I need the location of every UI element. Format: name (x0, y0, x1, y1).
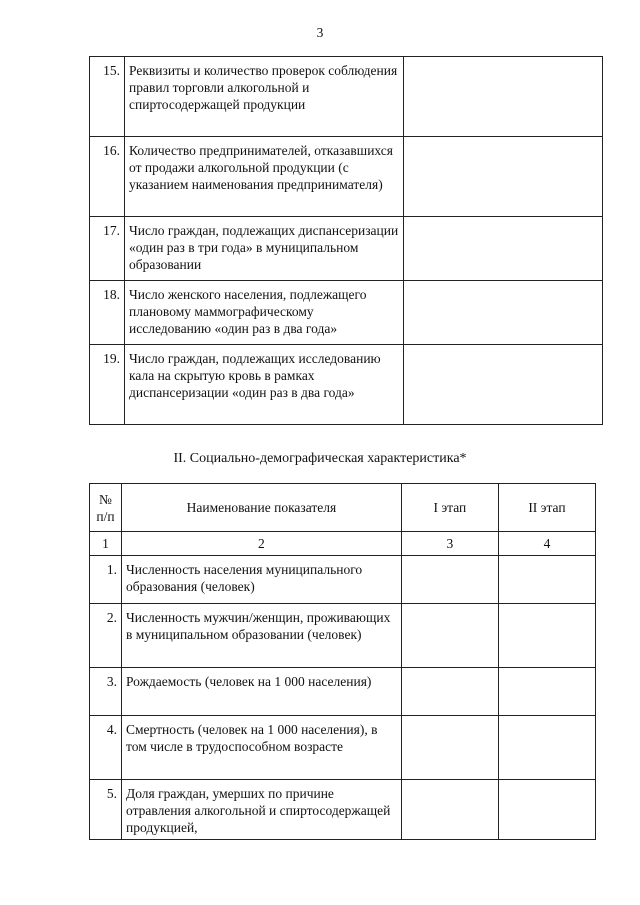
stage-2-value (498, 556, 595, 604)
column-index: 3 (401, 532, 498, 556)
table-row (90, 556, 596, 604)
header-stage-2: II этап (498, 484, 595, 532)
indicator-name: Число граждан, подлежащих исследованию кала на скрытую кровь в рамках диспансеризации «один раз в два года» (125, 345, 404, 425)
row-number: 17. (90, 217, 125, 281)
header-stage-1: I этап (401, 484, 498, 532)
stage-1-value (401, 780, 498, 840)
indicator-name: Доля граждан, умерших по причине отравления алкогольной и спиртосодержащей продукцией, (122, 780, 402, 840)
table-row (90, 217, 603, 281)
table-row (90, 668, 596, 716)
column-index: 1 (90, 532, 122, 556)
table-row (90, 780, 596, 840)
row-number: 1. (90, 556, 122, 604)
page-number: 3 (316, 25, 324, 40)
indicator-name: Численность мужчин/женщин, проживающих в муниципальном образовании (человек) (122, 604, 402, 668)
indicator-name: Численность населения муниципального образования (человек) (122, 556, 402, 604)
value-cell (404, 281, 603, 345)
stage-2-value (498, 716, 595, 780)
indicator-name: Число женского населения, подлежащего плановому маммографическому исследованию «один раз в два года» (125, 281, 404, 345)
value-cell (404, 137, 603, 217)
row-number: 15. (90, 57, 125, 137)
stage-2-value (498, 668, 595, 716)
table-header-row (90, 484, 596, 532)
stage-2-value (498, 604, 595, 668)
table-row (90, 57, 603, 137)
column-index-row (90, 532, 596, 556)
column-index: 4 (498, 532, 595, 556)
stage-2-value (498, 780, 595, 840)
stage-1-value (401, 604, 498, 668)
indicator-name: Смертность (человек на 1 000 населения), в том числе в трудоспособном возрасте (122, 716, 402, 780)
indicator-name: Реквизиты и количество проверок соблюдения правил торговли алкогольной и спиртосодержащей продукции (125, 57, 404, 137)
header-indicator-name: Наименование показателя (122, 484, 402, 532)
row-number: 16. (90, 137, 125, 217)
indicator-name: Рождаемость (человек на 1 000 населения) (122, 668, 402, 716)
header-number-label: № п/п (96, 491, 115, 524)
row-number: 2. (90, 604, 122, 668)
section-title: II. Социально-демографическая характеристика* (173, 451, 467, 466)
indicator-name: Число граждан, подлежащих диспансеризации «один раз в три года» в муниципальном образовании (125, 217, 404, 281)
row-number: 18. (90, 281, 125, 345)
value-cell (404, 345, 603, 425)
row-number: 4. (90, 716, 122, 780)
table-row (90, 604, 596, 668)
table-row (90, 345, 603, 425)
value-cell (404, 217, 603, 281)
row-number: 3. (90, 668, 122, 716)
row-number: 5. (90, 780, 122, 840)
table-row (90, 281, 603, 345)
header-number (90, 484, 122, 532)
column-index: 2 (122, 532, 402, 556)
indicators-table-continued (89, 56, 603, 425)
row-number: 19. (90, 345, 125, 425)
table-row (90, 716, 596, 780)
stage-1-value (401, 716, 498, 780)
table-row (90, 137, 603, 217)
socio-demographic-table (89, 483, 596, 840)
value-cell (404, 57, 603, 137)
indicator-name: Количество предпринимателей, отказавшихся от продажи алкогольной продукции (с указанием наименования предпринимателя) (125, 137, 404, 217)
stage-1-value (401, 556, 498, 604)
stage-1-value (401, 668, 498, 716)
